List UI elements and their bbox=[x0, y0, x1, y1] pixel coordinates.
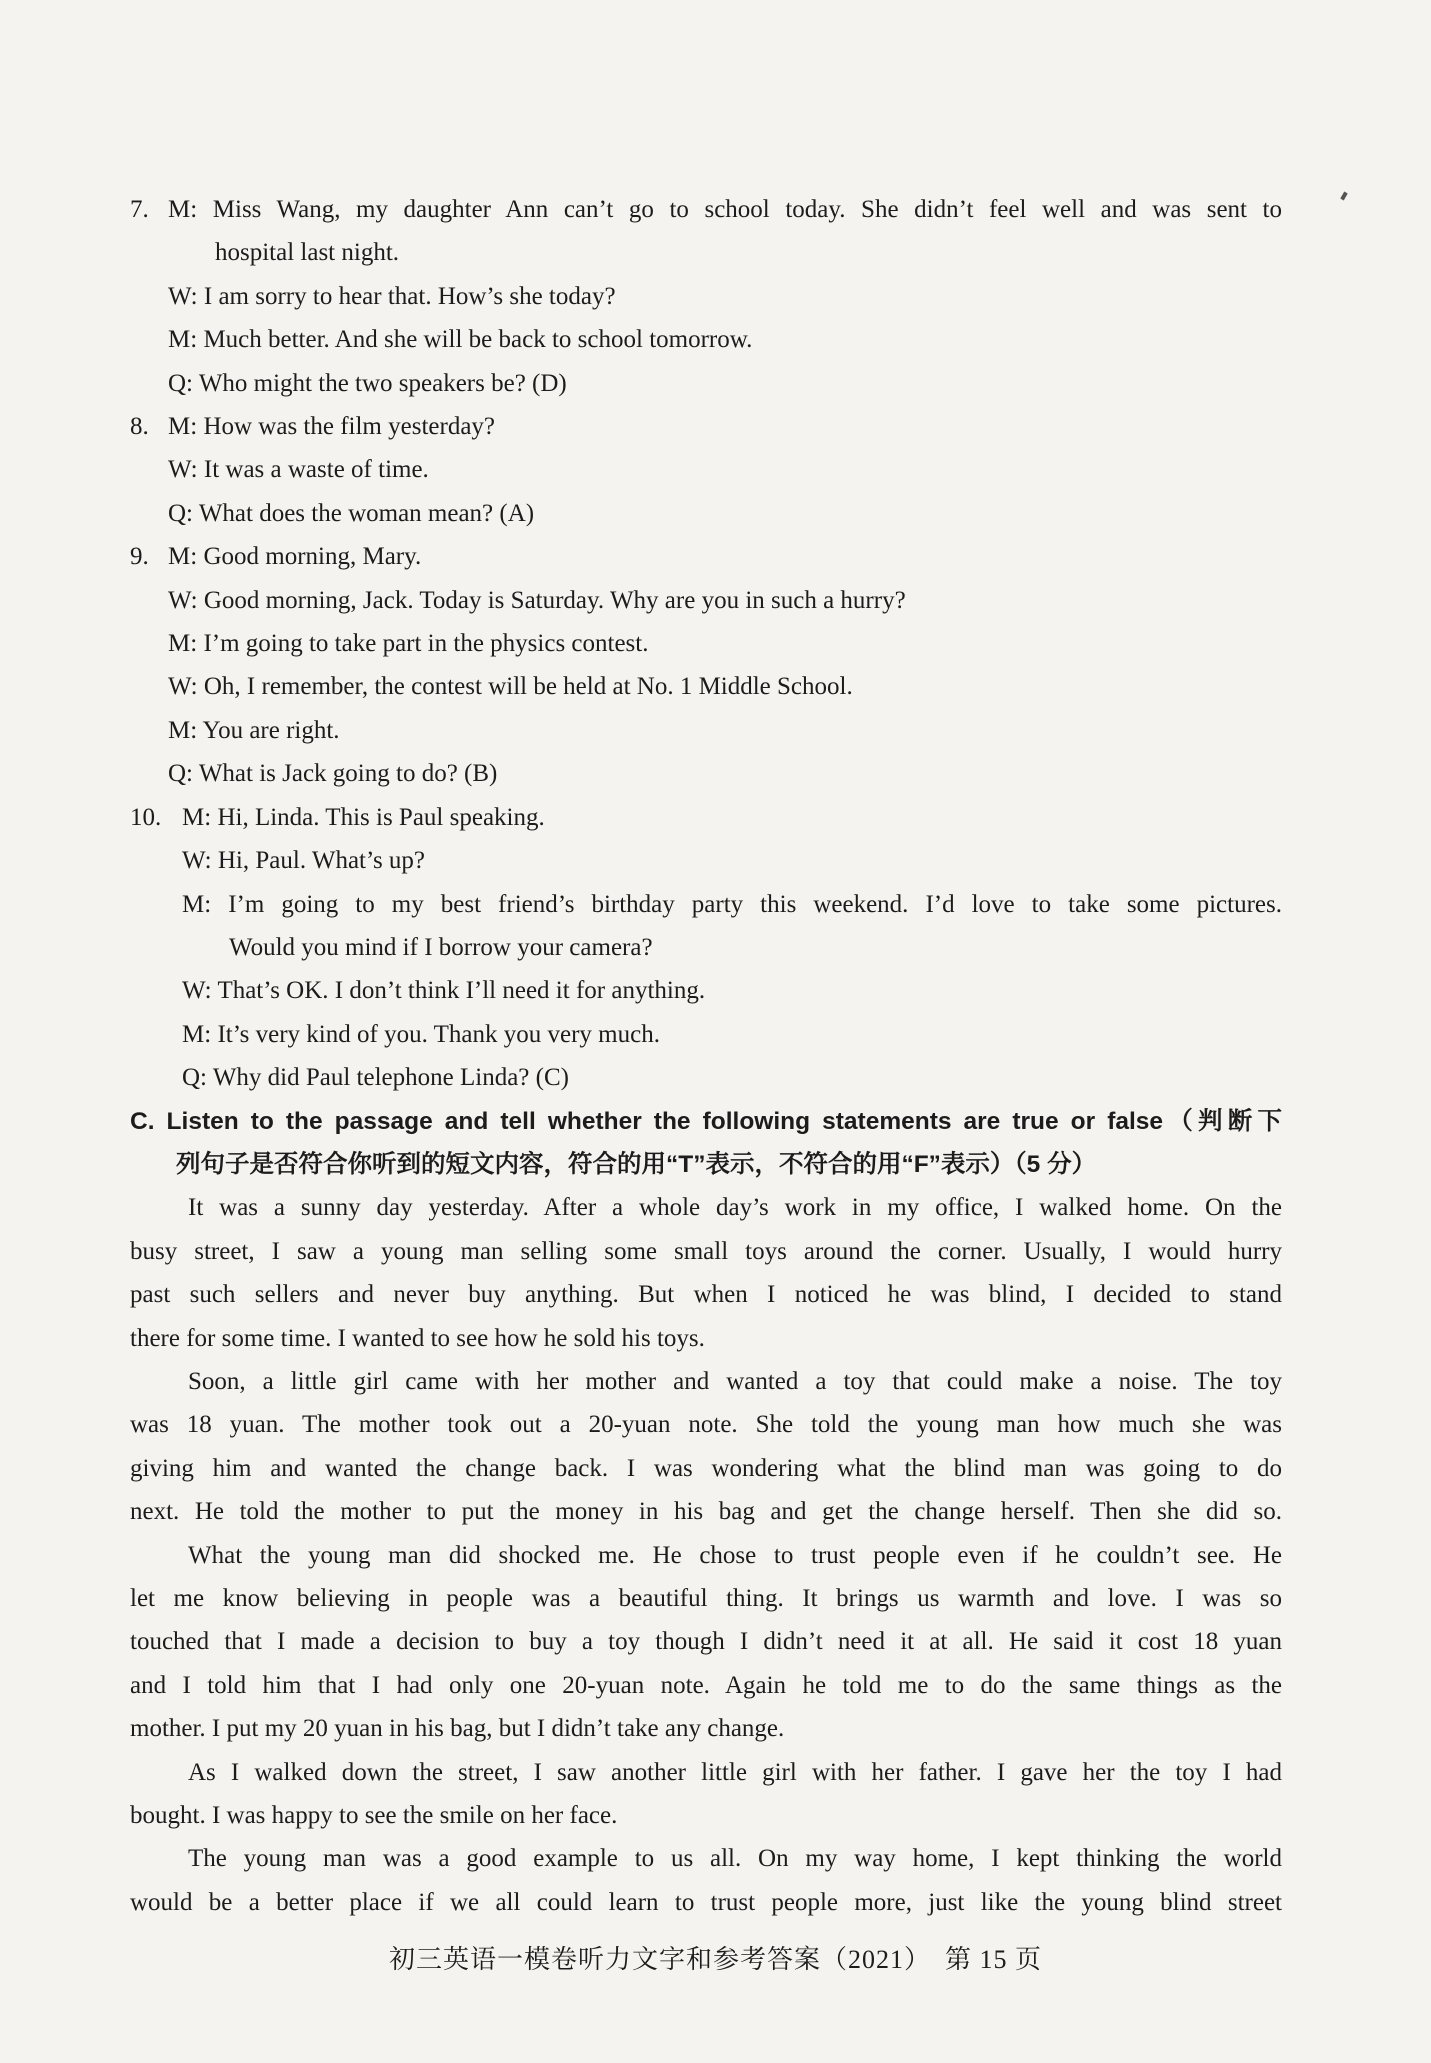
item-number: 8. bbox=[130, 413, 149, 441]
speaker: M: bbox=[168, 543, 198, 571]
dialogue-text: Miss Wang, my daughter Ann can’t go to school today. She didn’t feel well and was sent to bbox=[212, 196, 1282, 223]
passage-line: would be a better place if we all could learn to trust people more, just like the young blind street bbox=[130, 1888, 1282, 1916]
section-heading-line: C. Listen to the passage and tell whether the following statements are true or false（判断下 bbox=[130, 1107, 1282, 1135]
passage bbox=[130, 1186, 1282, 1924]
passage-line: was 18 yuan. The mother took out a 20-yuan note. She told the young man how much she was bbox=[130, 1411, 1282, 1439]
speaker: M: bbox=[168, 326, 198, 354]
dialogue-text: I’m going to my best friend’s birthday party this weekend. I’d love to take some pictures. bbox=[228, 890, 1283, 918]
speaker: M: bbox=[168, 196, 198, 223]
dialogue-item-7 bbox=[130, 188, 1282, 405]
dialogue-text: How was the film yesterday? bbox=[203, 413, 496, 441]
scan-mark bbox=[1340, 192, 1347, 201]
dialogue-text-continued: hospital last night. bbox=[215, 239, 400, 267]
dialogue-text-continued: Would you mind if I borrow your camera? bbox=[229, 933, 653, 961]
question-text: Why did Paul telephone Linda? (C) bbox=[212, 1064, 569, 1092]
dialogue-text: That’s OK. I don’t think I’ll need it for anything. bbox=[217, 977, 706, 1005]
speaker: M: bbox=[182, 803, 212, 831]
page-footer: 初三英语一模卷听力文字和参考答案（2021） 第 15 页 bbox=[388, 1945, 1042, 1974]
speaker: Q: bbox=[182, 1064, 207, 1092]
question-text: Who might the two speakers be? (D) bbox=[198, 369, 567, 397]
passage-line: and I told him that I had only one 20-yuan note. Again he told me to do the same things as the bbox=[130, 1671, 1282, 1699]
item-number: 10. bbox=[130, 803, 162, 831]
speaker: M: bbox=[168, 630, 198, 658]
dialogue-text: It was a waste of time. bbox=[203, 456, 429, 484]
speaker: M: bbox=[182, 1020, 212, 1048]
passage-paragraph bbox=[130, 1534, 1282, 1751]
question-text: What is Jack going to do? (B) bbox=[198, 760, 498, 788]
section-c-heading bbox=[130, 1100, 1282, 1187]
speaker: W: bbox=[168, 586, 198, 614]
dialogue-text: Much better. And she will be back to school tomorrow. bbox=[203, 326, 753, 354]
passage-paragraph bbox=[130, 1751, 1282, 1838]
passage-line: bought. I was happy to see the smile on her face. bbox=[130, 1802, 618, 1830]
question-text: What does the woman mean? (A) bbox=[198, 499, 535, 527]
passage-line: As I walked down the street, I saw another little girl with her father. I gave her the toy I had bbox=[188, 1758, 1282, 1786]
passage-paragraph bbox=[130, 1360, 1282, 1534]
item-number: 7. bbox=[130, 196, 149, 223]
dialogue-text: Oh, I remember, the contest will be held at No. 1 Middle School. bbox=[203, 673, 853, 701]
dialogue-text: Hi, Linda. This is Paul speaking. bbox=[217, 803, 545, 831]
speaker: W: bbox=[182, 977, 212, 1005]
passage-line: Soon, a little girl came with her mother and wanted a toy that could make a noise. The toy bbox=[188, 1367, 1282, 1395]
dialogue-text: Good morning, Mary. bbox=[203, 543, 422, 571]
passage-line: mother. I put my 20 yuan in his bag, but I didn’t take any change. bbox=[130, 1715, 785, 1743]
dialogue-text: Good morning, Jack. Today is Saturday. Why are you in such a hurry? bbox=[203, 586, 906, 614]
passage-line: there for some time. I wanted to see how he sold his toys. bbox=[130, 1324, 705, 1352]
speaker: M: bbox=[182, 890, 212, 918]
passage-line: busy street, I saw a young man selling some small toys around the corner. Usually, I would hurry bbox=[130, 1237, 1282, 1265]
dialogue-text: I am sorry to hear that. How’s she today? bbox=[203, 282, 616, 310]
passage-paragraph bbox=[130, 1186, 1282, 1360]
passage-paragraph bbox=[130, 1837, 1282, 1924]
speaker: Q: bbox=[168, 369, 193, 397]
dialogue-item-8 bbox=[130, 405, 1282, 535]
dialogue-text: Hi, Paul. What’s up? bbox=[217, 847, 426, 875]
passage-line: The young man was a good example to us all. On my way home, I kept thinking the world bbox=[188, 1845, 1282, 1873]
speaker: M: bbox=[168, 413, 198, 441]
dialogue-text: I’m going to take part in the physics contest. bbox=[203, 630, 649, 658]
speaker: Q: bbox=[168, 499, 193, 527]
dialogue-text: You are right. bbox=[202, 716, 340, 744]
speaker: M: bbox=[168, 716, 198, 744]
passage-line: let me know believing in people was a beautiful thing. It brings us warmth and love. I was so bbox=[130, 1585, 1282, 1612]
passage-line: giving him and wanted the change back. I was wondering what the blind man was going to do bbox=[130, 1454, 1282, 1482]
passage-line: touched that I made a decision to buy a toy though I didn’t need it at all. He said it cost 18 yuan bbox=[130, 1628, 1282, 1656]
speaker: W: bbox=[168, 456, 198, 484]
dialogue-item-9 bbox=[130, 535, 1282, 795]
item-number: 9. bbox=[130, 543, 149, 571]
section-heading-line: 列句子是否符合你听到的短文内容，符合的用“T”表示，不符合的用“F”表示）（5 分） bbox=[176, 1150, 1097, 1178]
speaker: Q: bbox=[168, 760, 193, 788]
passage-line: past such sellers and never buy anything. But when I noticed he was blind, I decided to stand bbox=[130, 1281, 1282, 1309]
passage-line: What the young man did shocked me. He chose to trust people even if he couldn’t see. He bbox=[188, 1541, 1282, 1569]
document-body bbox=[130, 188, 1282, 1924]
passage-line: next. He told the mother to put the money in his bag and get the change herself. Then she did so. bbox=[130, 1498, 1282, 1526]
dialogue-item-10 bbox=[130, 796, 1282, 1100]
dialogue-text: It’s very kind of you. Thank you very much. bbox=[217, 1020, 660, 1048]
passage-line: It was a sunny day yesterday. After a whole day’s work in my office, I walked home. On the bbox=[188, 1194, 1282, 1222]
speaker: W: bbox=[168, 282, 198, 310]
speaker: W: bbox=[168, 673, 198, 701]
speaker: W: bbox=[182, 847, 212, 875]
